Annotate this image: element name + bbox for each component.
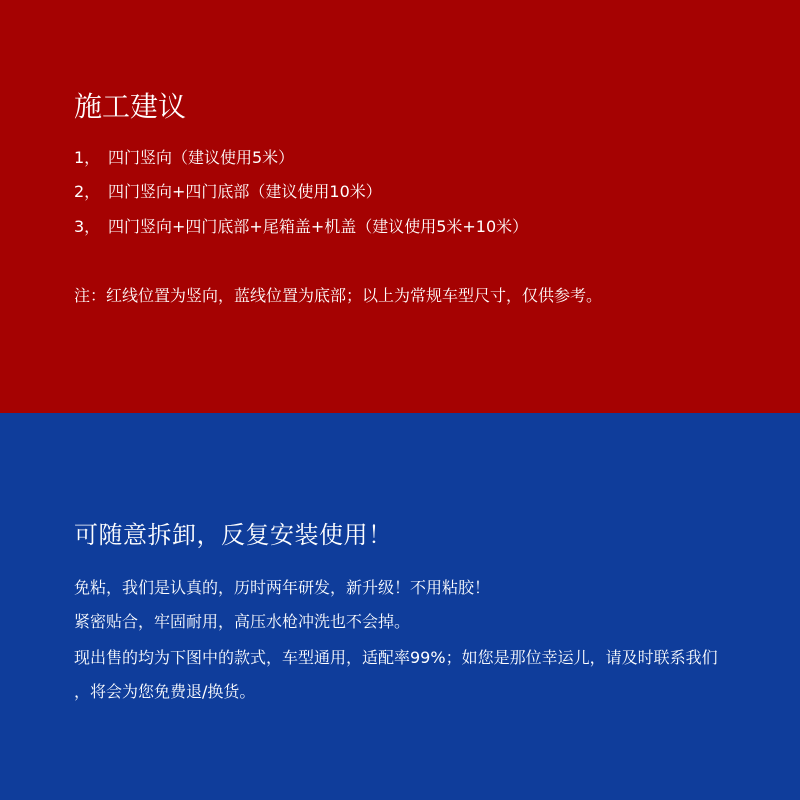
item-text: 四门竖向（建议使用5米）	[108, 148, 295, 167]
construction-note: 注：红线位置为竖向，蓝线位置为底部；以上为常规车型尺寸，仅供参考。	[74, 286, 603, 305]
construction-title: 施工建议	[74, 90, 187, 123]
item-text: 四门竖向+四门底部（建议使用10米）	[108, 182, 382, 201]
item-number: 2，	[74, 182, 101, 201]
construction-item	[74, 219, 528, 235]
features-line: 紧密贴合，牢固耐用，高压水枪冲洗也不会掉。	[74, 612, 411, 631]
features-line: ，将会为您免费退/换货。	[74, 682, 256, 701]
construction-item	[74, 184, 382, 200]
features-line: 现出售的均为下图中的款式，车型通用，适配率99%；如您是那位幸运儿，请及时联系我们	[74, 648, 718, 667]
features-line: 免粘，我们是认真的，历时两年研发，新升级！不用粘胶！	[74, 578, 491, 597]
item-number: 3，	[74, 217, 101, 236]
item-number: 1，	[74, 148, 101, 167]
construction-item	[74, 150, 294, 166]
features-panel	[0, 413, 800, 800]
features-title: 可随意拆卸，反复安装使用！	[74, 521, 393, 549]
item-text: 四门竖向+四门底部+尾箱盖+机盖（建议使用5米+10米）	[108, 217, 529, 236]
